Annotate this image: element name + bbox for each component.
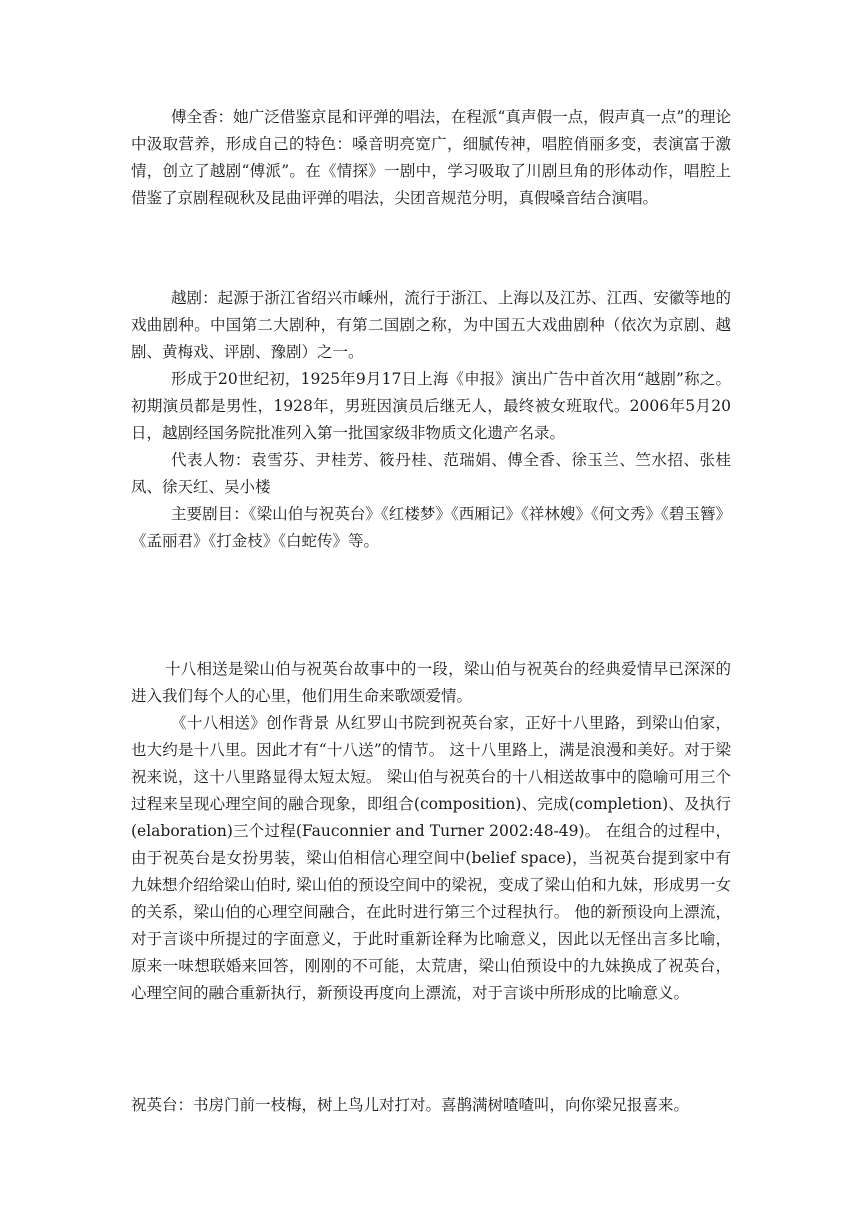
section-yueju xyxy=(131,285,731,555)
paragraph-shiba-intro: 十八相送是梁山伯与祝英台故事中的一段，梁山伯与祝英台的经典爱情早已深深的进入我们每个人的心里，他们用生命来歌颂爱情。 xyxy=(131,660,731,705)
paragraph-zhu-yingtai-line: 祝英台：书房门前一枝梅，树上鸟儿对打对。喜鹊满树喳喳叫，向你梁兄报喜来。 xyxy=(131,1096,690,1114)
paragraph-yueju-intro: 越剧：起源于浙江省绍兴市嵊州，流行于浙江、上海以及江苏、江西、安徽等地的戏曲剧种。中国第二大剧种，有第二国剧之称，为中国五大戏曲剧种（依次为京剧、越剧、黄梅戏、评剧、豫剧）之一。 xyxy=(131,289,731,361)
paragraph-fu-quanxiang: 傅全香：她广泛借鉴京昆和评弹的唱法，在程派“真声假一点，假声真一点”的理论中汲取营养，形成自己的特色：嗓音明亮宽广，细腻传神，唱腔俏丽多变，表演富于激情，创立了越剧“傅派”。在《情探》一剧中，学习吸取了川剧旦角的形体动作，唱腔上借鉴了京剧程砚秋及昆曲评弹的唱法，尖团音规范分明，真假嗓音结合演唱。 xyxy=(131,108,731,207)
paragraph-shiba-background: 《十八相送》创作背景 从红罗山书院到祝英台家，正好十八里路，到梁山伯家，也大约是十八里。因此才有“十八送”的情节。 这十八里路上，满是浪漫和美好。对于梁祝来说，这十八里路显得太短太短。 梁山伯与祝英台的十八相送故事中的隐喻可用三个过程来呈现心理空间的融合现象，即组合(composition)、完成(completion)、及执行(elaboration)三个过程(Fauconnier and Turner 2002:48-49)。 在组合的过程中，由于祝英台是女扮男装，梁山伯相信心理空间中(belief space)，当祝英台提到家中有九妹想介绍给梁山伯时, 梁山伯的预设空间中的梁祝，变成了梁山伯和九妹，形成男一女的关系，梁山伯的心理空间融合，在此时进行第三个过程执行。 他的新预设向上漂流，对于言谈中所提过的字面意义，于此时重新诠释为比喻意义，因此以无怪出言多比喻，原来一味想联婚来回答，刚刚的不可能，太荒唐，梁山伯预设中的九妹换成了祝英台，心理空间的融合重新执行，新预设再度向上漂流，对于言谈中所形成的比喻意义。 xyxy=(131,714,731,1002)
section-zhu-yingtai-line xyxy=(131,1092,731,1119)
paragraph-main-repertoire: 主要剧目：《梁山伯与祝英台》《红楼梦》《西厢记》《祥林嫂》《何文秀》《碧玉簪》《孟丽君》《打金枝》《白蛇传》等。 xyxy=(131,505,731,550)
section-fu-quanxiang xyxy=(131,104,731,212)
section-shiba-xiangsong xyxy=(131,656,731,1007)
paragraph-representatives: 代表人物：袁雪芬、尹桂芳、筱丹桂、范瑞娟、傅全香、徐玉兰、竺水招、张桂凤、徐天红、吴小楼 xyxy=(131,451,731,496)
paragraph-yueju-history: 形成于20世纪初，1925年9月17日上海《申报》演出广告中首次用“越剧”称之。初期演员都是男性，1928年，男班因演员后继无人，最终被女班取代。2006年5月20日，越剧经国务院批准列入第一批国家级非物质文化遗产名录。 xyxy=(131,370,731,442)
